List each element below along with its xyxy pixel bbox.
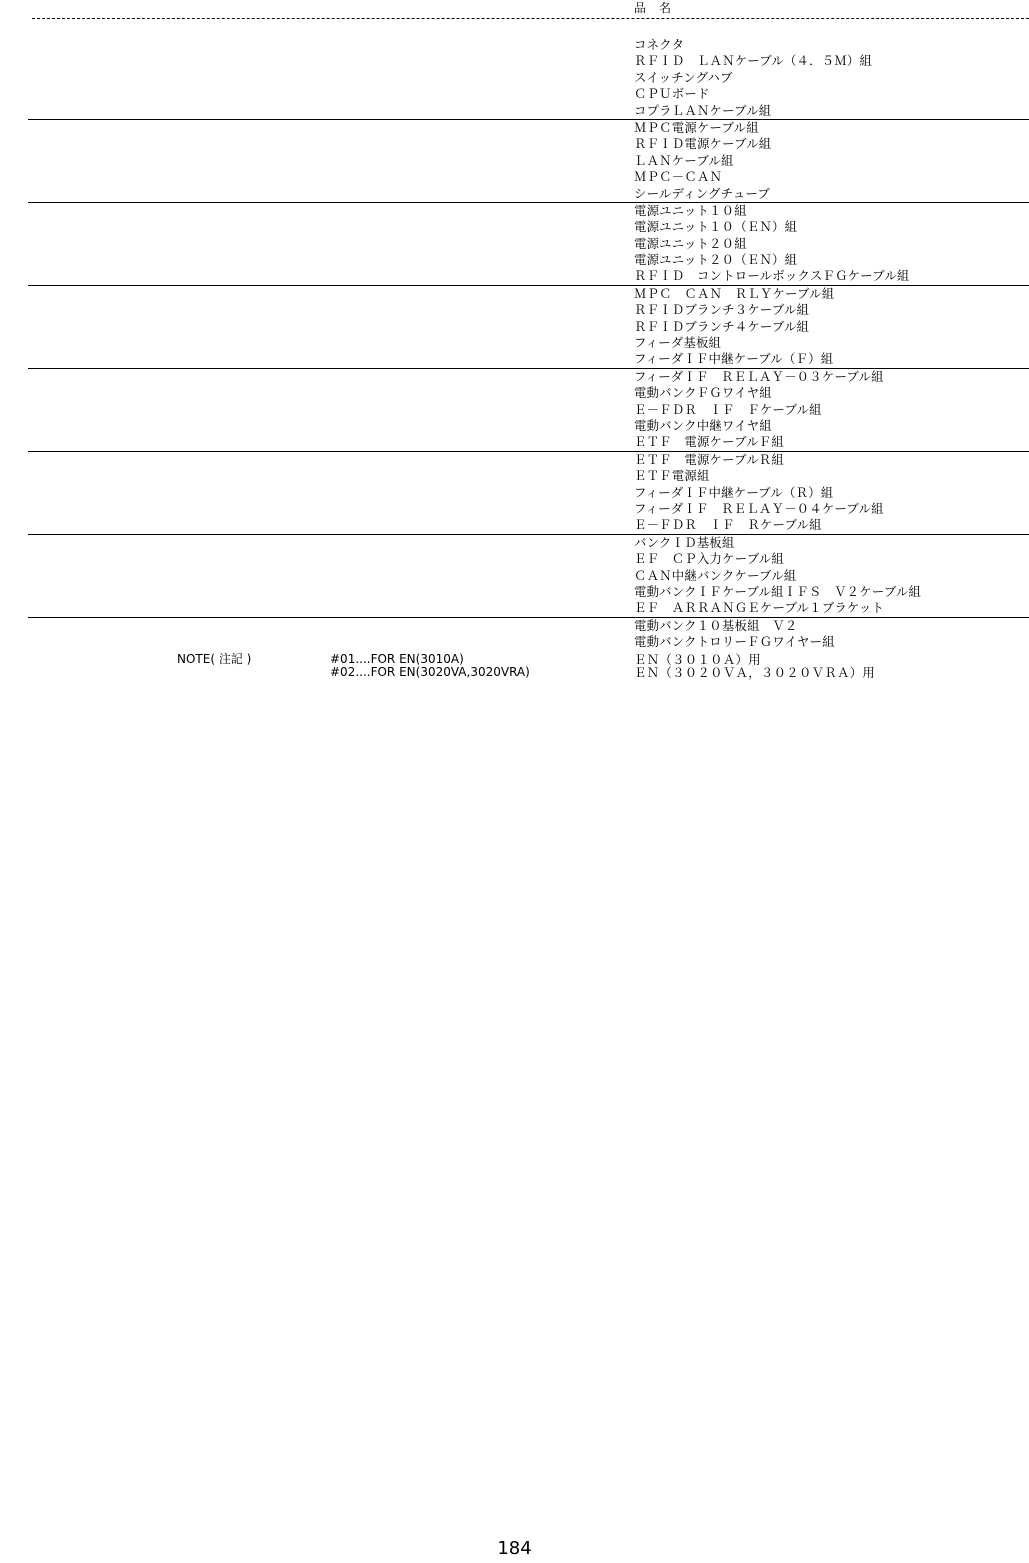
part-name: 電動バンクＩＦケーブル組ＩＦＳ Ｖ２ケーブル組 — [634, 583, 922, 599]
part-name: Ｅ－ＦＤＲ ＩＦ Ｒケーブル組 — [634, 517, 822, 533]
part-name: コプラＬＡＮケーブル組 — [634, 102, 772, 118]
part-name: フィーダＩＦ ＲＥＬＡＹ－０３ケーブル組 — [634, 368, 884, 384]
part-name: 電源ユニット２０組 — [634, 235, 747, 251]
parts-group — [28, 451, 1029, 534]
part-name: コネクタ — [634, 37, 685, 52]
part-name: ＲＦＩＤブランチ４ケーブル組 — [634, 318, 810, 334]
part-name: ＬＡＮケーブル組 — [634, 152, 734, 168]
part-name: ＲＦＩＤ コントロールボックスＦＧケーブル組 — [634, 268, 910, 284]
part-name: 電動バンクトロリーＦＧワイヤー組 — [634, 634, 835, 650]
parts-group — [28, 534, 1029, 617]
part-name: ＲＦＩＤブランチ３ケーブル組 — [634, 302, 810, 318]
part-name: ＥＴＦ 電源ケーブルＦ組 — [634, 434, 784, 450]
part-name: フィーダＩＦ中継ケーブル（Ｒ）組 — [634, 484, 834, 500]
note-code: #02....FOR EN(3020VA,3020VRA) — [330, 665, 530, 679]
part-name: 電動バンクＦＧワイヤ組 — [634, 385, 772, 401]
part-name: 電源ユニット１０組 — [634, 202, 747, 218]
part-name: シールディングチューブ — [634, 185, 771, 201]
note-description: ＥＮ（３０２０ＶＡ，３０２０ＶＲＡ）用 — [634, 665, 876, 680]
part-name: ＭＰＣ電源ケーブル組 — [634, 119, 759, 135]
column-header-hinmei: 品 名 — [634, 1, 672, 15]
parts-group — [0, 37, 1029, 119]
part-name: ＥＦ ＣＰ入力ケーブル組 — [634, 551, 784, 567]
part-name: 電動バンク中継ワイヤ組 — [634, 417, 772, 433]
part-name: ＭＰＣ－ＣＡＮ — [634, 169, 723, 185]
part-name: フィーダＩＦ ＲＥＬＡＹ－０４ケーブル組 — [634, 500, 884, 516]
note-code: #01....FOR EN(3010A) — [330, 652, 464, 666]
part-name: 電源ユニット２０（ＥＮ）組 — [634, 252, 798, 268]
part-name: ＥＴＦ電源組 — [634, 468, 710, 484]
parts-group — [28, 119, 1029, 202]
note-descriptions — [634, 653, 875, 679]
part-name: 電動バンク１０基板組 Ｖ２ — [634, 617, 798, 633]
part-name: フィーダＩＦ中継ケーブル（Ｆ）組 — [634, 351, 834, 367]
part-name: Ｅ－ＦＤＲ ＩＦ Ｆケーブル組 — [634, 401, 822, 417]
part-name: ＣＡＮ中継バンクケーブル組 — [634, 567, 797, 583]
parts-group — [28, 617, 1029, 651]
note-codes — [330, 653, 530, 679]
part-name: スイッチングハブ — [634, 69, 733, 85]
part-name: ＲＦＩＤ電源ケーブル組 — [634, 136, 772, 152]
part-name: ＥＦ ＡＲＲＡＮＧＥケーブル１ブラケット — [634, 600, 885, 616]
parts-group — [28, 368, 1029, 451]
parts-group — [28, 202, 1029, 285]
part-name: ＣＰＵボード — [634, 86, 710, 102]
part-name: バンクＩＤ基板組 — [634, 534, 735, 550]
note-description: ＥＮ（３０１０Ａ）用 — [634, 652, 761, 667]
parts-list — [0, 37, 1029, 650]
part-name: 電源ユニット１０（ＥＮ）組 — [634, 219, 798, 235]
note-heading: NOTE( 注記 ) — [177, 652, 252, 666]
part-name: ＭＰＣ ＣＡＮ ＲＬＹケーブル組 — [634, 285, 835, 301]
header-dashed-rule — [32, 18, 1029, 19]
part-name: ＥＴＦ 電源ケーブルＲ組 — [634, 451, 784, 467]
part-name: フィーダ基板組 — [634, 335, 722, 351]
part-name: ＲＦＩＤ ＬＡＮケーブル（４．５Ｍ）組 — [634, 53, 873, 69]
page-number: 184 — [497, 1538, 532, 1559]
parts-group — [28, 285, 1029, 368]
